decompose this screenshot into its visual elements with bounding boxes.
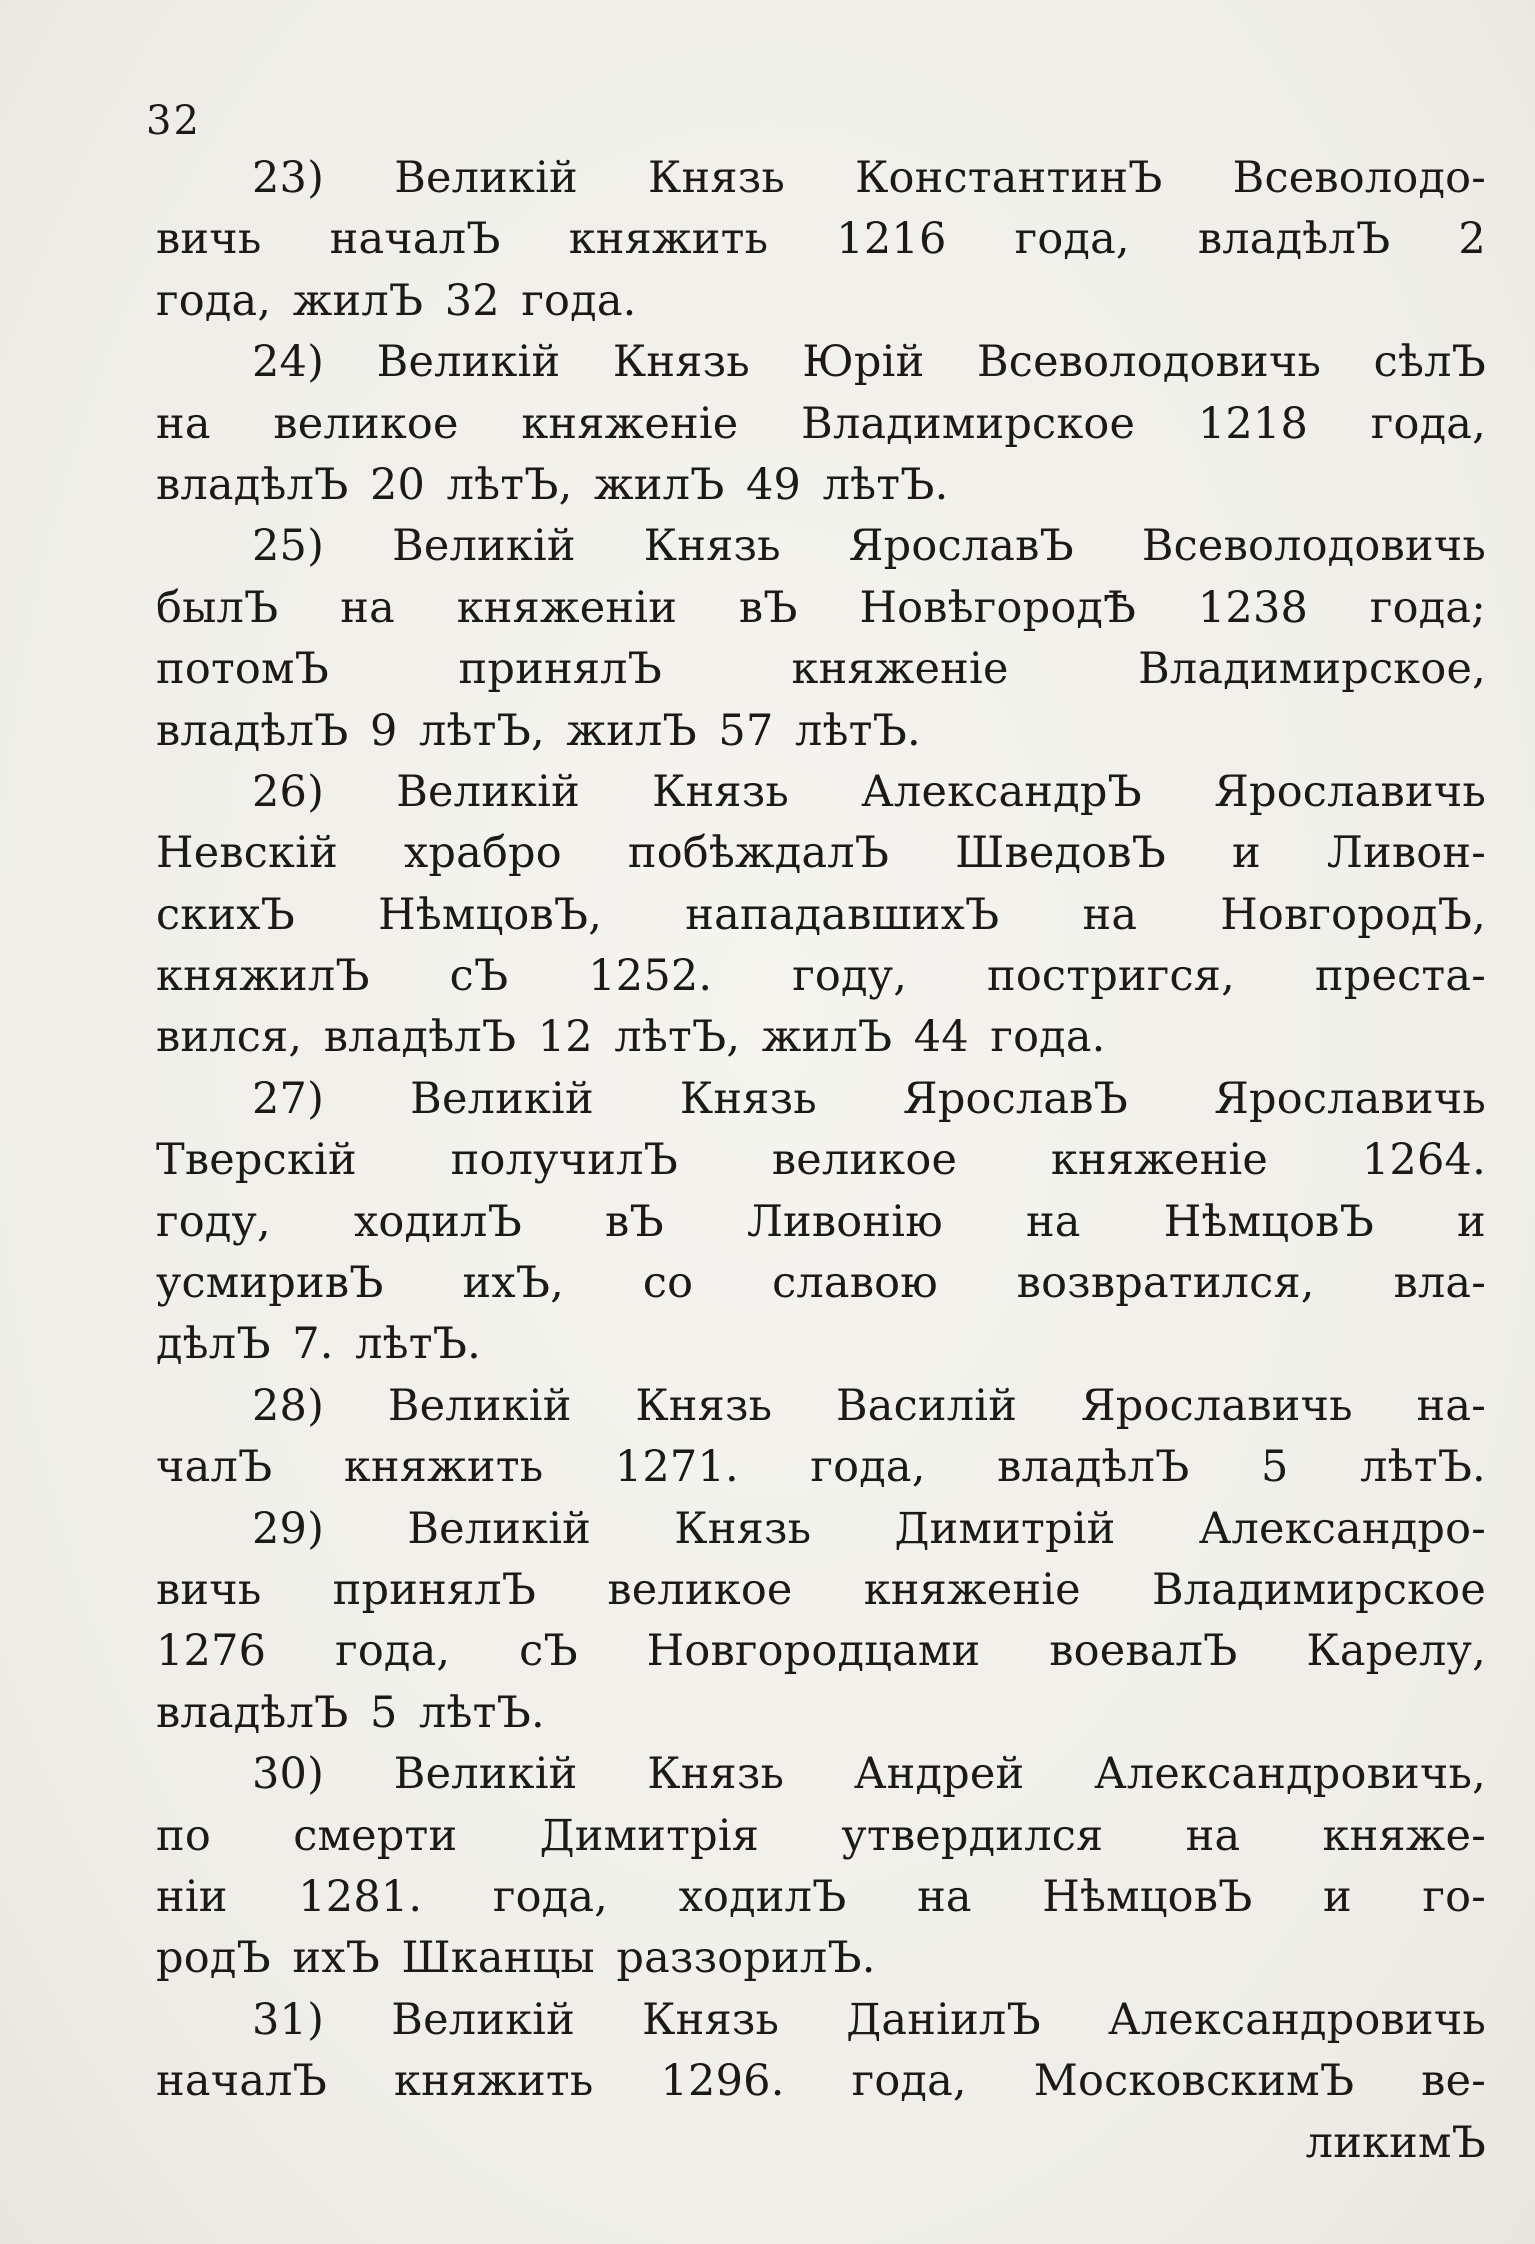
text-line: усмиривЪ ихЪ, со славою возвратился, вла- [156,1258,1486,1309]
text-line: 28) Великій Князь Василій Ярославичь на- [252,1380,1486,1431]
text-line: вичь началЪ княжить 1216 года, владѣлЪ 2 [156,214,1486,265]
text-line: 1276 года, сЪ Новгородцами воевалЪ Карелу, [156,1626,1486,1677]
text-line: дѣлЪ 7. лѣтЪ. [156,1319,481,1370]
text-line: 27) Великій Князь ЯрославЪ Ярославичь [252,1073,1486,1124]
text-line: Невскій храбро побѣждалЪ ШведовЪ и Ливон- [156,828,1486,879]
text-line: потомЪ принялЪ княженіе Владимирское, [156,644,1486,695]
text-line: Тверскій получилЪ великое княженіе 1264. [156,1135,1486,1186]
text-line: ніи 1281. года, ходилЪ на НѣмцовЪ и го- [156,1871,1486,1922]
text-line: былЪ на княженіи вЪ НовѣгородѢ 1238 года; [156,582,1486,633]
text-line: скихЪ НѣмцовЪ, нападавшихЪ на НовгородЪ, [156,889,1486,940]
text-line: 23) Великій Князь КонстантинЪ Всеволодо- [252,153,1486,203]
text-line: года, жилЪ 32 года. [156,275,637,326]
text-body [156,148,1486,2174]
text-line: чалЪ княжить 1271. года, владѣлЪ 5 лѣтЪ. [156,1442,1486,1493]
text-line: на великое княженіе Владимирское 1218 года, [156,398,1486,449]
text-line: родЪ ихЪ Шканцы раззорилЪ. [156,1933,876,1984]
text-line: вился, владѣлЪ 12 лѣтЪ, жилЪ 44 года. [156,1012,1106,1063]
text-line: вичь принялЪ великое княженіе Владимирское [156,1564,1486,1615]
text-line: по смерти Димитрія утвердился на княже- [156,1810,1486,1861]
text-line: 31) Великій Князь ДаніилЪ Александровичь [252,1994,1486,2045]
text-line: княжилЪ сЪ 1252. году, постригся, преста- [156,951,1486,1002]
text-line: 24) Великій Князь Юрій Всеволодовичь сѣлЪ [252,337,1486,388]
text-line: владѣлЪ 9 лѣтЪ, жилЪ 57 лѣтЪ. [156,705,921,756]
text-line: 25) Великій Князь ЯрославЪ Всеволодовичь [252,521,1486,572]
text-line: 26) Великій Князь АлександрЪ Ярославичь [252,766,1486,817]
text-line: владѣлЪ 20 лѣтЪ, жилЪ 49 лѣтЪ. [156,459,949,510]
text-line: году, ходилЪ вЪ Ливонію на НѣмцовЪ и [156,1196,1486,1247]
text-line: владѣлЪ 5 лѣтЪ. [156,1687,545,1738]
page-number: 32 [146,98,201,144]
text-line: 30) Великій Князь Андрей Александровичь, [252,1749,1486,1800]
text-line: 29) Великій Князь Димитрій Александро- [252,1503,1486,1554]
text-line: началЪ княжить 1296. года, МосковскимЪ ве- [156,2056,1486,2107]
text-line: ликимЪ [1305,2117,1486,2168]
